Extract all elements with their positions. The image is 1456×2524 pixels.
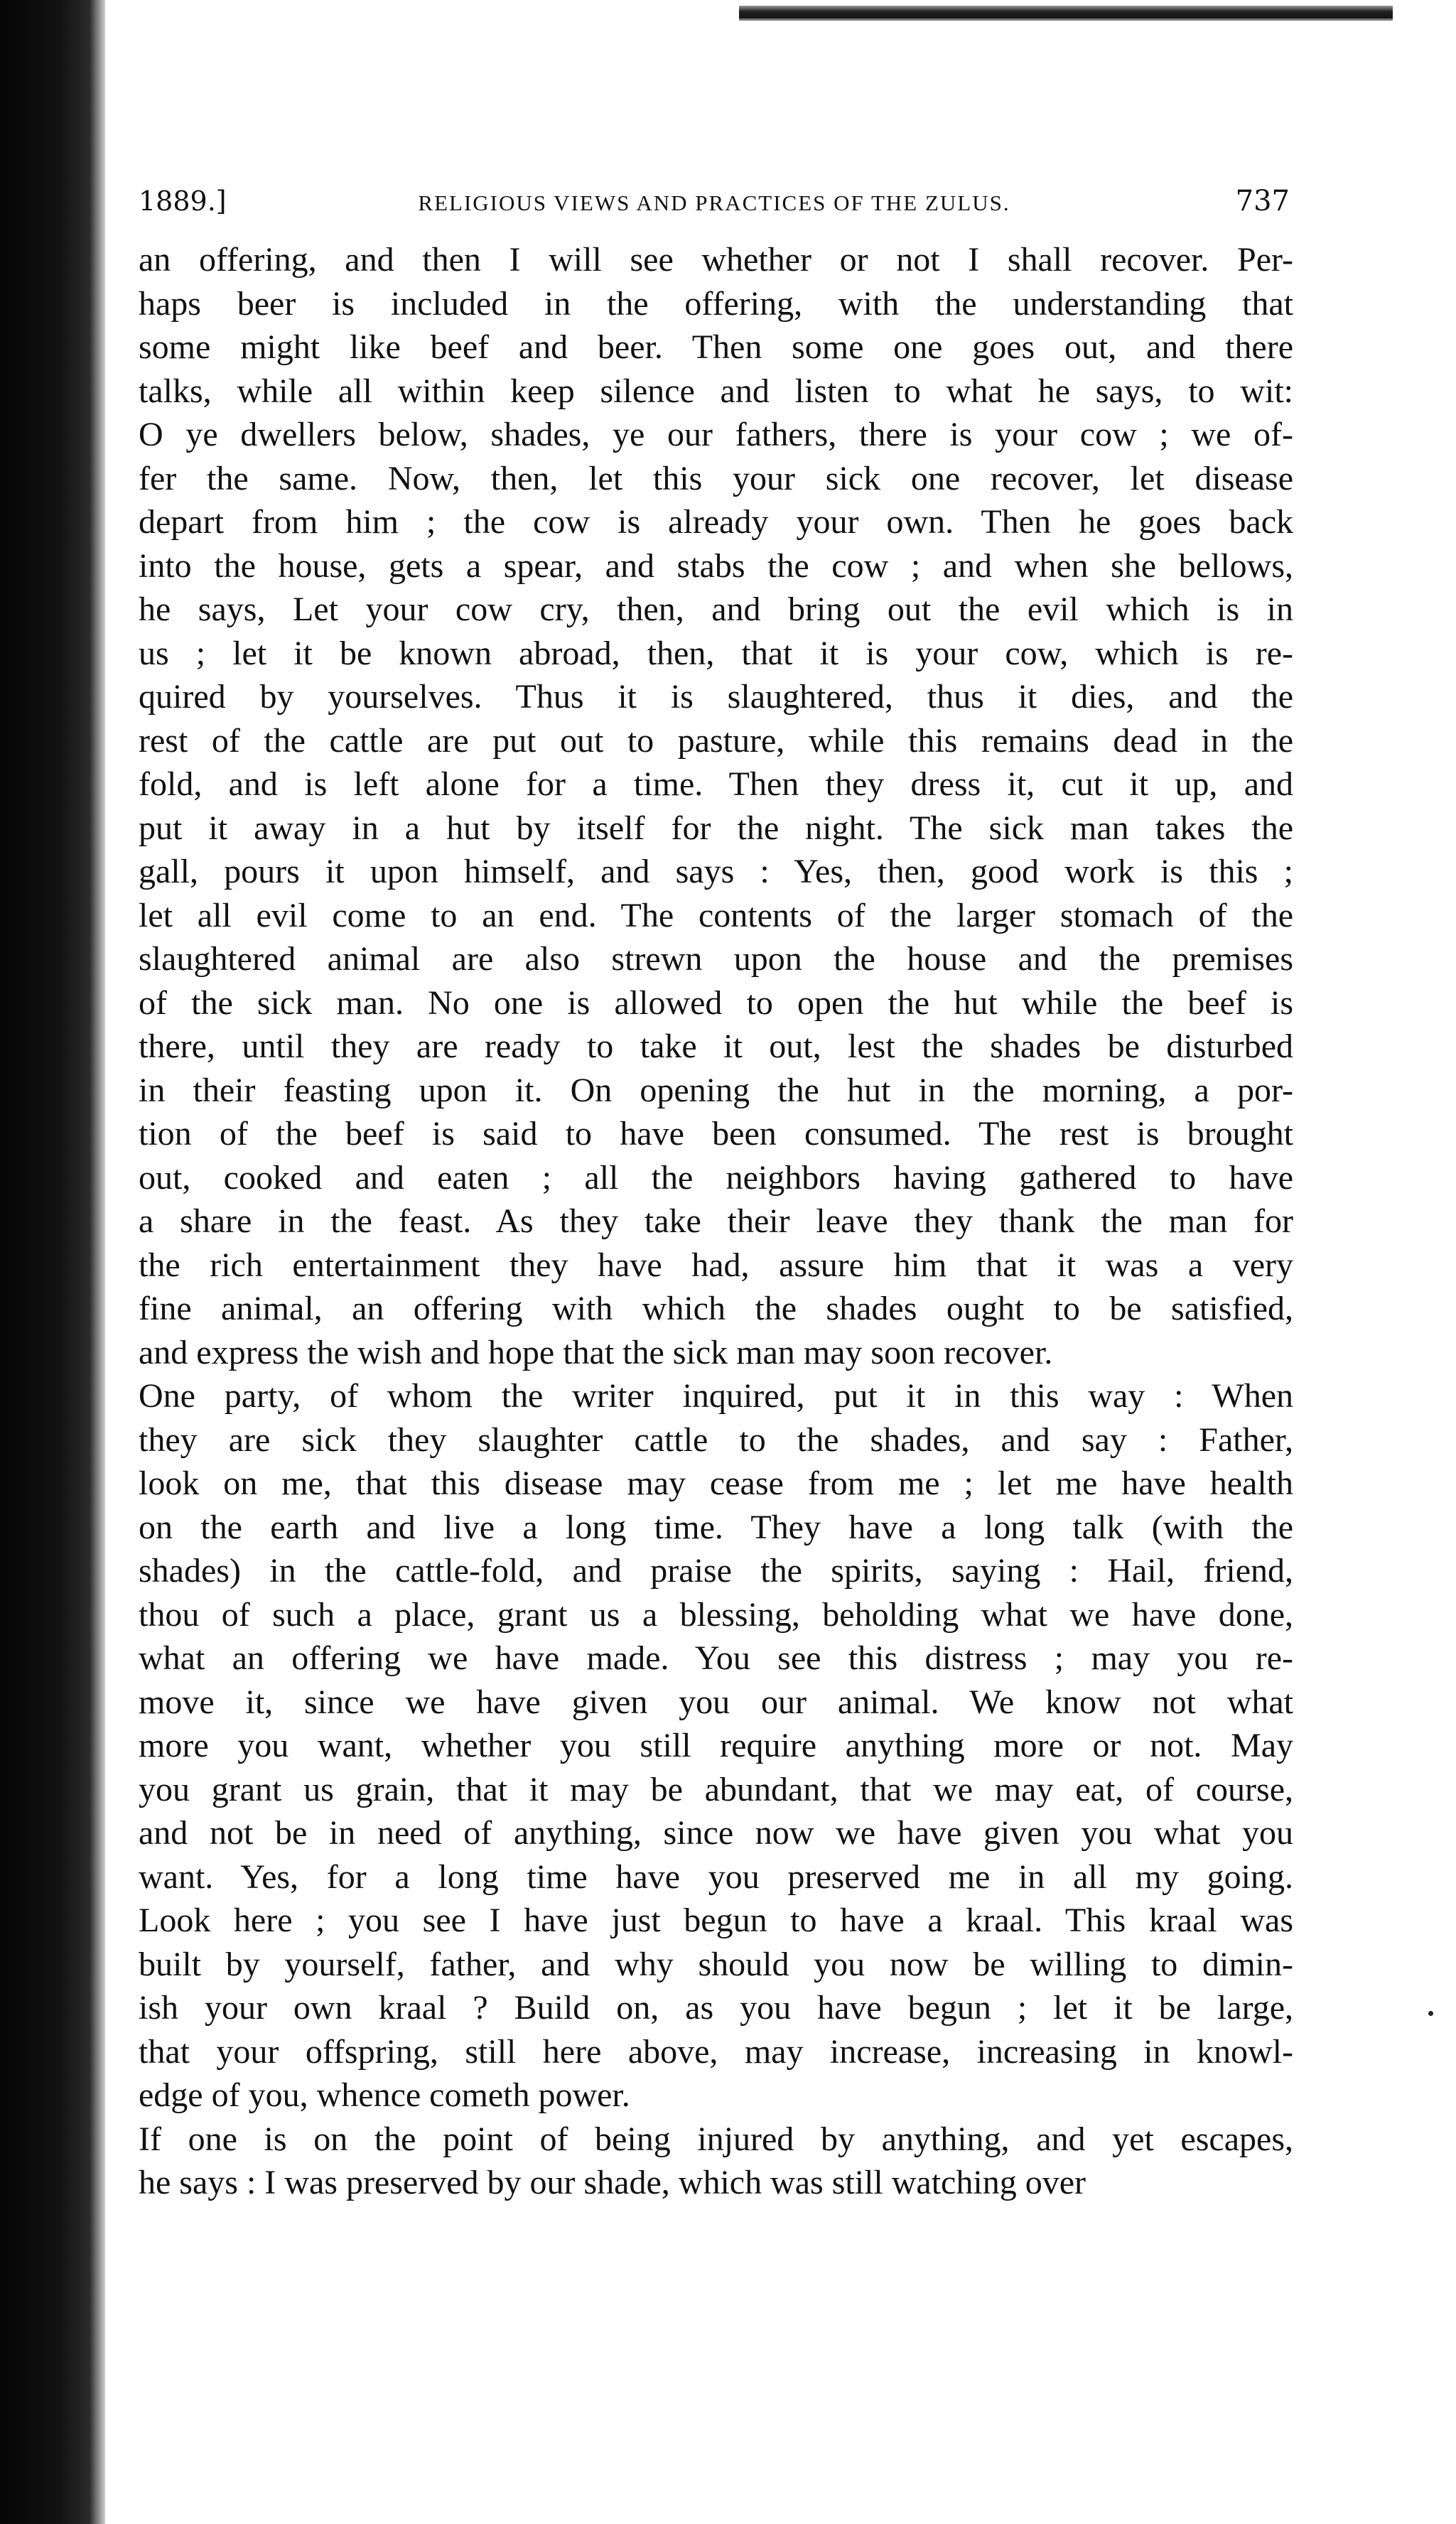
header-year: 1889.]: [139, 185, 227, 217]
text-line: and express the wish and hope that the sick man may soon recover.: [139, 1333, 1053, 1371]
top-border-rule-thin: [739, 18, 1393, 21]
body-text: [139, 238, 1293, 2205]
text-line: fold, and is left alone for a time. Then they dress it, cut it up, and: [139, 765, 1293, 803]
text-line: thou of such a place, grant us a blessing, beholding what we have done,: [139, 1595, 1293, 1634]
text-line: shades) in the cattle-fold, and praise the spirits, saying : Hail, friend,: [139, 1552, 1293, 1590]
running-header: [139, 185, 1290, 227]
text-line: the rich entertainment they have had, assure him that it was a very: [139, 1246, 1293, 1284]
text-line: let all evil come to an end. The contents of the larger stomach of the: [139, 896, 1293, 934]
text-line: in their feasting upon it. On opening the hut in the morning, a por-: [139, 1071, 1293, 1109]
scanned-binding-edge: [0, 0, 105, 2524]
text-line: some might like beef and beer. Then some one goes out, and there: [139, 328, 1293, 366]
text-line: If one is on the point of being injured by anything, and yet escapes,: [139, 2120, 1293, 2158]
top-border-rule: [739, 6, 1393, 20]
paragraph: [139, 2118, 1293, 2205]
text-line: on the earth and live a long time. They have a long talk (with the: [139, 1508, 1293, 1546]
text-line: you grant us grain, that it may be abundant, that we may eat, of course,: [139, 1770, 1293, 1808]
text-line: talks, while all within keep silence and listen to what he says, to wit:: [139, 372, 1293, 410]
text-line: move it, since we have given you our animal. We know not what: [139, 1683, 1293, 1721]
text-line: he says : I was preserved by our shade, which was still watching over: [139, 2164, 1086, 2201]
text-line: a share in the feast. As they take their leave they thank the man for: [139, 1202, 1293, 1240]
ink-speck: [1428, 2011, 1433, 2016]
text-line: into the house, gets a spear, and stabs the cow ; and when she bellows,: [139, 546, 1293, 585]
text-line: haps beer is included in the offering, with the understanding that: [139, 284, 1293, 323]
text-line: quired by yourselves. Thus it is slaughtered, thus it dies, and the: [139, 678, 1293, 716]
text-line: built by yourself, father, and why should you now be willing to dimin-: [139, 1945, 1293, 1983]
text-line: ish your own kraal ? Build on, as you have begun ; let it be large,: [139, 1989, 1293, 2027]
text-line: Look here ; you see I have just begun to have a kraal. This kraal was: [139, 1902, 1293, 1939]
page-number: 737: [1235, 185, 1290, 217]
text-line: look on me, that this disease may cease from me ; let me have health: [139, 1465, 1293, 1502]
text-line: depart from him ; the cow is already your own. Then he goes back: [139, 503, 1293, 541]
paragraph: [139, 238, 1293, 1374]
text-line: an offering, and then I will see whether or not I shall recover. Per-: [139, 241, 1293, 279]
header-title: RELIGIOUS VIEWS AND PRACTICES OF THE ZULUS.: [418, 190, 1010, 215]
text-line: fer the same. Now, then, let this your sick one recover, let disease: [139, 459, 1293, 497]
text-line: put it away in a hut by itself for the night. The sick man takes the: [139, 809, 1293, 847]
text-line: tion of the beef is said to have been consumed. The rest is brought: [139, 1115, 1293, 1153]
text-line: and not be in need of anything, since now we have given you what you: [139, 1814, 1293, 1852]
text-line: he says, Let your cow cry, then, and bring out the evil which is in: [139, 590, 1293, 628]
text-line: more you want, whether you still require anything more or not. May: [139, 1727, 1293, 1764]
text-line: fine animal, an offering with which the shades ought to be satisfied,: [139, 1290, 1293, 1327]
text-line: they are sick they slaughter cattle to the shades, and say : Father,: [139, 1420, 1293, 1459]
text-line: want. Yes, for a long time have you preserved me in all my going.: [139, 1857, 1293, 1896]
paragraph: [139, 1374, 1293, 2118]
text-line: of the sick man. No one is allowed to open the hut while the beef is: [139, 983, 1293, 1022]
text-line: that your offspring, still here above, may increase, increasing in knowl-: [139, 2032, 1293, 2071]
text-line: out, cooked and eaten ; all the neighbors having gathered to have: [139, 1158, 1293, 1197]
text-line: One party, of whom the writer inquired, put it in this way : When: [139, 1377, 1293, 1415]
text-line: us ; let it be known abroad, then, that it is your cow, which is re-: [139, 634, 1293, 672]
text-line: O ye dwellers below, shades, ye our fathers, there is your cow ; we of-: [139, 416, 1293, 453]
text-line: rest of the cattle are put out to pasture, while this remains dead in the: [139, 721, 1293, 760]
text-line: there, until they are ready to take it out, lest the shades be disturbed: [139, 1028, 1293, 1065]
text-line: slaughtered animal are also strewn upon the house and the premises: [139, 940, 1293, 978]
text-line: what an offering we have made. You see this distress ; may you re-: [139, 1639, 1293, 1677]
text-line: gall, pours it upon himself, and says : Yes, then, good work is this ;: [139, 853, 1293, 890]
text-line: edge of you, whence cometh power.: [139, 2076, 630, 2114]
